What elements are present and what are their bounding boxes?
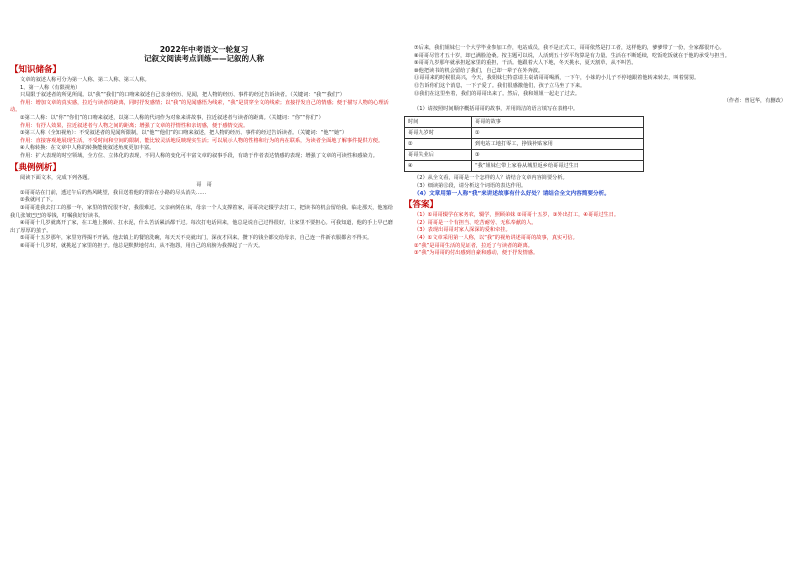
- table-cell-time: ④: [405, 161, 472, 172]
- story-title: 哥 哥: [196, 182, 212, 189]
- story-para-11: ⑪哥哥来的时候很高兴，今天，我姐妹仨特意请主桌请哥哥喝酒，一下午，小妹的小儿子不停地跟着他转来转去，叫着舅舅。: [414, 75, 700, 82]
- story-para-12: ⑫告诉你们这个消息，一下子爱了。我们很感激他们，孩子立马坐了下来。: [414, 82, 586, 89]
- table-header-row: [405, 117, 644, 128]
- answer-2: （2）哥哥是一个有担当、吃苦耐劳、无私奉献的人。: [414, 219, 537, 226]
- answer-4: （4）①文章采用第一人称，以“我”的视角讲述哥哥的故事，真实可信。: [414, 234, 578, 241]
- first-person-desc: 只局限于叙述者的所见所闻。以“我”“我们”的口吻来叙述自己亲身经历、见闻，把人物的经历、事件的经过告诉读者。（关键词：“我”“我们”）: [20, 92, 345, 99]
- first-person-heading: 1、第一人称（有限视角）: [20, 84, 81, 91]
- doc-title: 2022年中考语文一轮复习: [159, 45, 249, 54]
- second-person-effect: 作用：有抒人效果，拉近叙述者与人物之间的距离；增强了文章的抒情性和亲切感，便于感情交流。: [20, 122, 249, 129]
- section-case: 【典例例析】: [10, 162, 62, 173]
- third-person-desc: ③第三人称（全知视角）：不受叙述者的见闻所限制，以“他”“他们”的口吻来叙述，把人物的经历、事件的经过告诉读者。（关键词：“他”“她”）: [20, 130, 348, 137]
- table-cell-time: 哥哥九岁时: [405, 128, 472, 139]
- shift-desc: ④人称转换：在文章中人称的转换能使叙述角度更加丰富。: [20, 145, 155, 152]
- question-4: （4）文章用第一人称“我”来讲述故事有什么好处？请结合全文内容简要分析。: [414, 190, 610, 197]
- answer-1: （1）①哥哥辍学在家务农，辍学，照顾弟妹 ②哥哥十五岁，③外出打工，④哥哥过生日。: [414, 212, 620, 219]
- table-header-story: 哥哥的故事: [472, 117, 644, 128]
- table-row: [405, 150, 644, 161]
- story-para-9: ⑨哥哥九岁那年就承担起家里的重担，干活。他跟着大人下地，冬天挑水，夏天割草，从不叫苦。: [414, 60, 637, 67]
- third-person-effect: 作用：直接客观地展现生活，不受时间和空间的限制，能比较灵活地反映现实生活；可以展示人物的性格和行为的内在联系，为读者全面地了解事件提供方便。: [20, 137, 384, 144]
- story-para-8: ⑧哥哥尽管才五十岁，却已满脸沧桑。按主题可以说，人活到五十岁平均算是有力量。生活在不断延续，吃饭吃饭就在于他的承受与担当。: [414, 52, 730, 59]
- question-1: （1）请按照时间顺序概括哥哥的故事，并用简洁的语言填写在表格中。: [414, 105, 579, 112]
- table-cell-time: 哥哥失业后: [405, 150, 472, 161]
- table-cell-story: “我”姐妹仨带上家眷从城里返乡给哥哥过生日: [472, 161, 644, 172]
- story-table: [404, 116, 644, 172]
- author-note: （作者：曾冠华，有删改）: [723, 98, 786, 105]
- story-para-3: ③哥哥进我去打工的那一年，家里的情况很不好，我很难过。父亲病倒在床，母亲一个人支撑着家，哥哥决定辍学去打工，把读书的机会留给我。临走那天，他塞给我几张皱巴巴的零钱，叮嘱我好好读书。: [10, 204, 393, 219]
- story-para-2: ②我就问了下。: [20, 197, 56, 204]
- intro-text: 文章的叙述人称可分为第一人称、第二人称、第三人称。: [20, 77, 150, 83]
- second-person-desc: ②第二人称：以“你”“你们”的口吻来叙述，以第二人称的代词作为对象来讲故事，拉近叙述者与读者的距离。（关键词：“你”“你们”）: [20, 114, 324, 121]
- section-knowledge: 【知识储备】: [10, 65, 62, 75]
- right-column: [404, 45, 786, 258]
- case-intro: 阅读下面文本，完成下列各题。: [20, 174, 93, 181]
- table-cell-time: ②: [405, 139, 472, 150]
- table-row: [405, 128, 644, 139]
- answer-3: （3）表现出哥哥对家人深深的爱和牵挂。: [414, 227, 511, 234]
- story-para-10: ⑩他把读书的机会留给了我们，自己却一辈子在外奔波。: [414, 67, 544, 74]
- left-column: [10, 45, 398, 250]
- table-cell-story: ①: [472, 128, 644, 139]
- story-para-1: ①哥哥站在门前，透过午后的热风眺望，我目送着他的背影在小路的尽头消失……: [20, 189, 207, 196]
- section-answer: 【答案】: [404, 200, 439, 211]
- first-person-effect: 作用：增加文章的真实感，拉近与读者的距离，同时抒发感情；以“我”的见闻感悟为线索，“我”是贯穿全文的线索；直接抒发自己的情感；便于描写人物的心理活动。: [10, 99, 389, 114]
- answer-6: ③“我”为哥哥的付出感到自豪和感动，便于抒发情感。: [414, 250, 539, 257]
- doc-subtitle: 记叙文阅读考点训练——记叙的人称: [144, 54, 264, 63]
- table-cell-story: 到电站工地打零工，挣钱补贴家用: [472, 139, 644, 150]
- table-row: [405, 161, 644, 172]
- shift-effect: 作用：扩大表现的时空领域，全方位、立体化的表现，不同人称的变化可丰富文章的叙事手段，有助于作者表达情感的表现；增强了文章的可读性和感染力。: [20, 152, 378, 159]
- table-header-time: 时间: [405, 117, 472, 128]
- table-row: [405, 139, 644, 150]
- table-cell-story: ③: [472, 150, 644, 161]
- question-3: （3）细读第⑫段，请分析这个词语的表达作用。: [414, 182, 527, 189]
- story-para-13: ⑬我们在这里坐着，我们的哥哥出来了。然后，我和姐姐一起走了过去。: [414, 90, 581, 97]
- story-para-6: ⑥哥哥十几岁时，就挑起了家里的担子。他总是默默地付出，从不抱怨，用自己的肩膀为我撑起了一片天。: [20, 242, 264, 249]
- question-2: （2）从全文看，哥哥是一个怎样的人？请结合文章内容简要分析。: [414, 175, 568, 182]
- story-para-5: ⑤哥哥十五岁那年，家里穷得揭不开锅。他去镇上的餐馆洗碗，每天天不亮就出门，深夜才回来。攒下的钱全都交给母亲，自己连一件新衣服都舍不得买。: [20, 235, 373, 242]
- story-para-4: ④哥哥十几岁就离开了家，在工地上搬砖、扛水泥，什么苦活累活都干过。每次打电话回来，他总是说自己过得很好，让家里不要担心。可我知道，他的手上早已磨出了厚厚的茧子。: [10, 220, 393, 234]
- answer-5: ②“我”是哥哥生活的见证者，拉近了与读者的距离。: [414, 242, 533, 249]
- story-para-7: ⑦后来，我们姐妹仨一个大学毕业参加工作，电站成员，我不是正式工，哥哥依然是打工者，这样他的，爹爹带了一份，全家都很开心。: [414, 45, 725, 51]
